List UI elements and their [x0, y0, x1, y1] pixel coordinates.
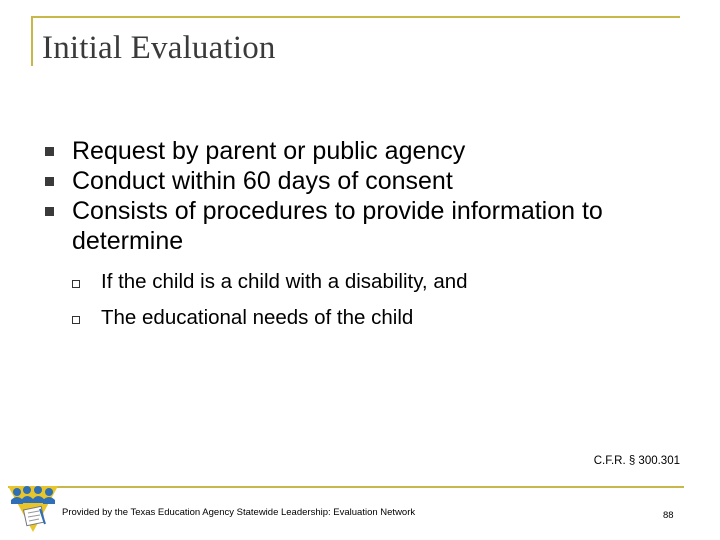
sub-bullet-item — [72, 264, 684, 300]
hollow-square-bullet-icon — [72, 316, 80, 324]
bullet-item — [44, 166, 684, 196]
page-title: Initial Evaluation — [42, 30, 276, 66]
network-logo-icon — [6, 482, 60, 534]
bullet-item — [44, 136, 684, 166]
sub-bullet-text: The educational needs of the child — [101, 306, 414, 329]
sub-bullet-text: If the child is a child with a disability, and — [101, 270, 468, 293]
sub-bullet-item — [72, 300, 684, 336]
citation: C.F.R. § 300.301 — [593, 455, 680, 467]
footer-text: Provided by the Texas Education Agency Statewide Leadership: Evaluation Network — [62, 507, 416, 518]
bullet-text: Consists of procedures to provide information to determine — [72, 197, 603, 255]
title-frame-top — [31, 16, 680, 18]
title-frame-left — [31, 16, 33, 66]
bullet-text: Conduct within 60 days of consent — [72, 167, 453, 195]
square-bullet-icon — [45, 177, 54, 186]
bullet-list — [44, 136, 684, 336]
bullet-text: Request by parent or public agency — [72, 137, 466, 165]
square-bullet-icon — [45, 147, 54, 156]
square-bullet-icon — [45, 207, 54, 216]
bullet-item — [44, 196, 684, 256]
hollow-square-bullet-icon — [72, 280, 80, 288]
footer-rule — [8, 486, 684, 488]
sub-bullet-list — [72, 264, 684, 336]
page-number: 88 — [663, 510, 674, 521]
